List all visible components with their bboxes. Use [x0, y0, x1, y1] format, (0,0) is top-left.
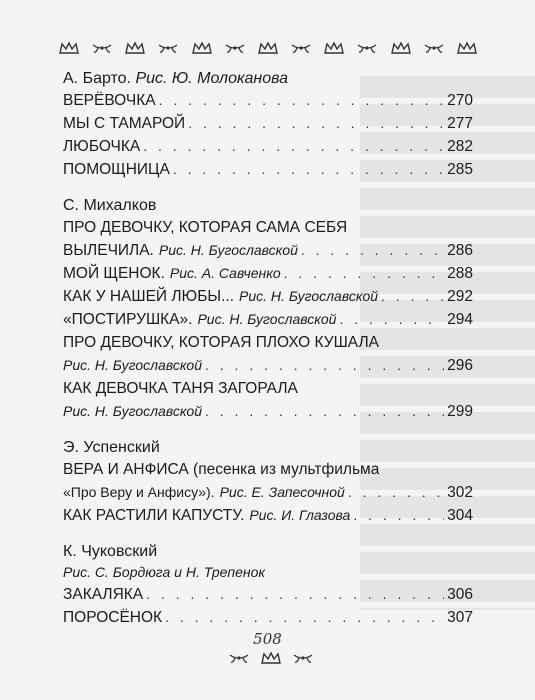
crown-ornament-icon	[323, 41, 345, 55]
author-name: Э. Успенский	[63, 439, 160, 456]
toc-entry[interactable]	[63, 89, 473, 112]
crown-ornament-icon	[456, 41, 478, 55]
toc-entry[interactable]	[63, 583, 473, 606]
toc-entry[interactable]	[63, 135, 473, 158]
illustrator-credit: Рис. Н. Бугославской	[197, 311, 337, 327]
entry-note: «Про Веру и Анфису»).	[63, 484, 215, 500]
bow-ornament-icon	[224, 41, 246, 55]
toc-section-chukovsky	[63, 541, 473, 629]
bow-ornament-icon	[292, 651, 314, 665]
entry-page: 306	[447, 586, 473, 603]
entry-title: ПОРОСЁНОК	[63, 609, 163, 626]
entry-page: 296	[447, 357, 473, 374]
author-name: С. Михалков	[63, 197, 157, 214]
author-line	[63, 68, 473, 89]
toc-entry[interactable]	[63, 112, 473, 135]
entry-title: МОЙ ЩЕНОК.	[63, 265, 165, 282]
leader-dots	[284, 262, 445, 285]
leader-dots	[143, 135, 444, 158]
leader-dots	[146, 583, 444, 606]
entry-title: МЫ С ТАМАРОЙ	[63, 115, 186, 132]
toc-entry[interactable]	[63, 262, 473, 285]
leader-dots	[348, 481, 444, 504]
crown-ornament-icon	[260, 651, 282, 665]
entry-title: ПОМОЩНИЦА	[63, 161, 170, 178]
entry-page: 304	[447, 507, 473, 524]
illustrator-credit: Рис. И. Глазова	[249, 507, 351, 523]
toc-entry[interactable]	[63, 308, 473, 331]
bow-ornament-icon	[423, 41, 445, 55]
author-name: А. Барто.	[63, 70, 131, 87]
illustrator-credit: Рис. Е. Запесочной	[219, 484, 345, 500]
leader-dots	[188, 112, 444, 135]
bottom-ornament	[228, 650, 314, 666]
illustrator-credit: Рис. Ю. Молоканова	[135, 70, 289, 87]
toc-entry[interactable]	[63, 158, 473, 181]
entry-title: «ПОСТИРУШКА».	[63, 311, 193, 328]
toc-entry[interactable]	[63, 606, 473, 629]
entry-title-line[interactable]: КАК ДЕВОЧКА ТАНЯ ЗАГОРАЛА	[63, 380, 298, 397]
leader-dots	[173, 158, 444, 181]
crown-ornament-icon	[124, 41, 146, 55]
leader-dots	[301, 239, 444, 262]
leader-dots	[381, 285, 444, 308]
illustrator-credit: Рис. Н. Бугославской	[63, 403, 202, 419]
entry-page: 302	[447, 484, 473, 501]
top-ornament	[58, 40, 478, 56]
entry-title: ВЕРЁВОЧКА	[63, 92, 156, 109]
leader-dots	[159, 89, 445, 112]
page-number: 508	[253, 630, 282, 648]
entry-page: 282	[447, 138, 473, 155]
illustrator-credit: Рис. С. Бордюга и Н. Трепенок	[63, 564, 265, 580]
toc-entry[interactable]	[63, 354, 473, 377]
toc-entry[interactable]	[63, 400, 473, 423]
toc-section-barto	[63, 68, 473, 181]
toc-entry[interactable]	[63, 239, 473, 262]
illustrator-line	[63, 562, 473, 583]
entry-note: (песенка из мультфильма	[193, 461, 380, 478]
bow-ornament-icon	[91, 41, 113, 55]
entry-title-line[interactable]	[63, 458, 473, 481]
entry-title-line[interactable]: ПРО ДЕВОЧКУ, КОТОРАЯ САМА СЕБЯ	[63, 219, 348, 236]
entry-title: ЗАКАЛЯКА	[63, 586, 144, 603]
leader-dots	[339, 308, 444, 331]
bow-ornament-icon	[290, 41, 312, 55]
entry-title-line[interactable]: ПРО ДЕВОЧКУ, КОТОРАЯ ПЛОХО КУШАЛА	[63, 334, 379, 351]
crown-ornament-icon	[191, 41, 213, 55]
entry-title: ВЫЛЕЧИЛА.	[63, 242, 154, 259]
crown-ornament-icon	[390, 41, 412, 55]
entry-page: 299	[447, 403, 473, 420]
toc-entry[interactable]	[63, 504, 473, 527]
author-name: К. Чуковский	[63, 543, 158, 560]
entry-page: 292	[447, 288, 473, 305]
bow-ornament-icon	[157, 41, 179, 55]
illustrator-credit: Рис. А. Савченко	[169, 265, 281, 281]
leader-dots	[205, 400, 444, 423]
leader-dots	[205, 354, 444, 377]
entry-page: 270	[447, 92, 473, 109]
entry-page: 277	[447, 115, 473, 132]
toc-section-uspensky	[63, 437, 473, 527]
entry-page: 294	[447, 311, 473, 328]
toc-entry[interactable]	[63, 285, 473, 308]
leader-dots	[165, 606, 444, 629]
bow-ornament-icon	[228, 651, 250, 665]
crown-ornament-icon	[257, 41, 279, 55]
toc-entry[interactable]	[63, 481, 473, 504]
entry-title: ЛЮБОЧКА	[63, 138, 141, 155]
entry-page: 307	[447, 609, 473, 626]
entry-title: ВЕРА И АНФИСА	[63, 461, 189, 478]
illustrator-credit: Рис. Н. Бугославской	[63, 357, 202, 373]
illustrator-credit: Рис. Н. Бугославской	[158, 242, 298, 258]
entry-page: 285	[447, 161, 473, 178]
leader-dots	[353, 504, 444, 527]
bow-ornament-icon	[356, 41, 378, 55]
entry-title: КАК У НАШЕЙ ЛЮБЫ...	[63, 288, 235, 305]
entry-title: КАК РАСТИЛИ КАПУСТУ.	[63, 507, 245, 524]
toc-section-mikhalkov	[63, 195, 473, 423]
illustrator-credit: Рис. Н. Бугославской	[239, 288, 379, 304]
table-of-contents	[63, 68, 473, 643]
entry-page: 286	[447, 242, 473, 259]
entry-page: 288	[447, 265, 473, 282]
crown-ornament-icon	[58, 41, 80, 55]
